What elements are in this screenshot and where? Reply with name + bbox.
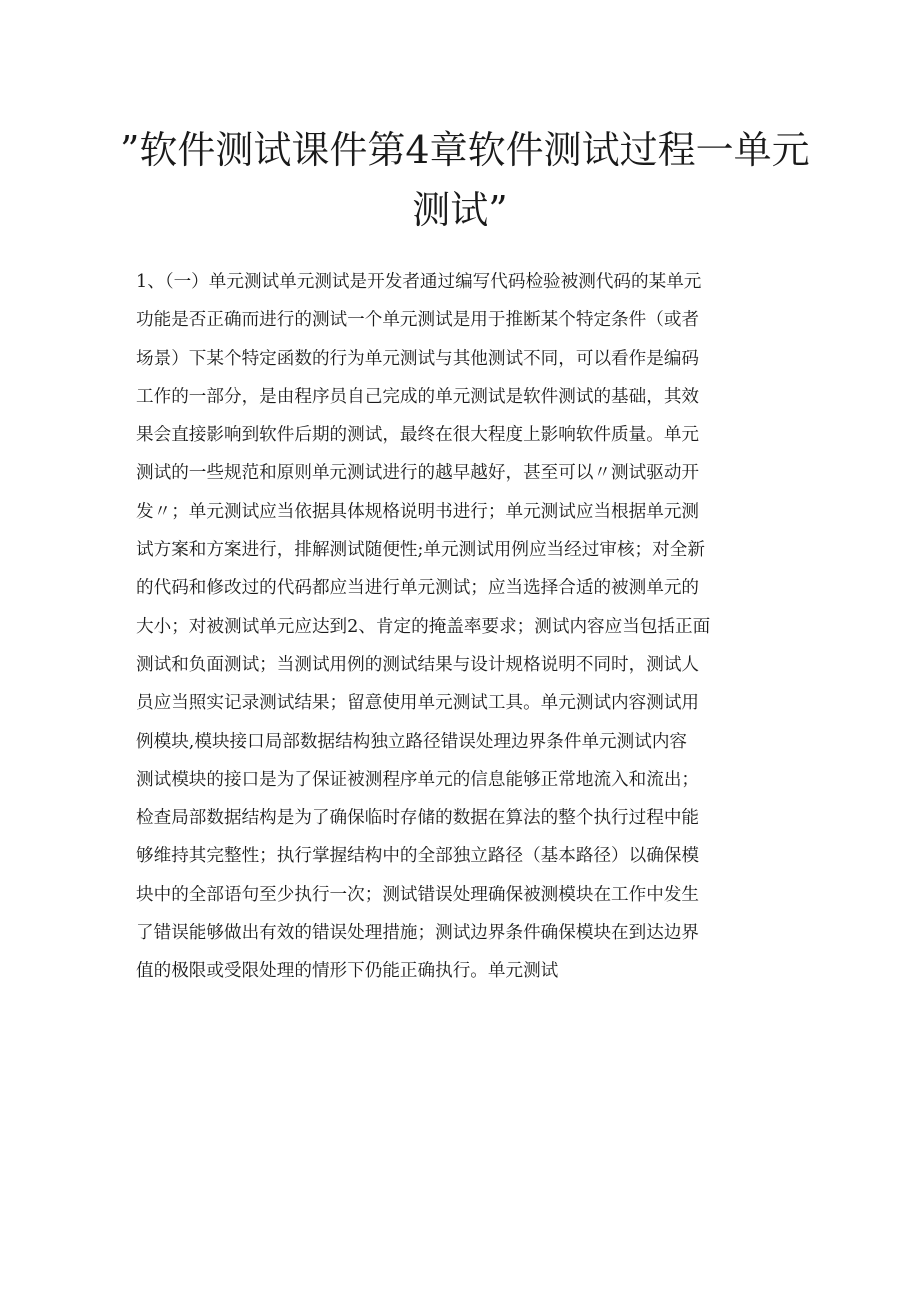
body-line: 值的极限或受限处理的情形下仍能正确执行。单元测试 [136,961,559,982]
body-line: 员应当照实记录测试结果；留意使用单元测试工具。单元测试内容测试用 [136,693,700,714]
body-line: 试方案和方案进行，排解测试随便性;单元测试用例应当经过审核；对全新 [136,540,705,561]
title-line-1: ”软件测试课件第4章软件测试过程一单元 [120,128,810,172]
body-line: 例模块,模块接口局部数据结构独立路径错误处理边界条件单元测试内容 [136,731,688,752]
body-line: 果会直接影响到软件后期的测试，最终在很大程度上影响软件质量。单元 [136,425,700,446]
body-line: 测试的一些规范和原则单元测试进行的越早越好，甚至可以〃测试驱动开 [136,463,700,484]
body-line: 大小；对被测试单元应达到2、肯定的掩盖率要求；测试内容应当包括正面 [136,616,711,637]
body-paragraph [136,263,796,991]
body-line: 了错误能够做出有效的错误处理措施；测试边界条件确保模块在到达边界 [136,923,700,944]
body-line: 检查局部数据结构是为了确保临时存储的数据在算法的整个执行过程中能 [136,808,700,829]
document-title [120,120,810,240]
body-line: 场景）下某个特定函数的行为单元测试与其他测试不同，可以看作是编码 [136,348,700,369]
title-line-2: 测试” [412,188,508,232]
body-line: 发〃；单元测试应当依据具体规格说明书进行；单元测试应当根据单元测 [136,501,700,522]
body-line: 够维持其完整性；执行掌握结构中的全部独立路径（基本路径）以确保模 [136,846,700,867]
body-line: 1、（一）单元测试单元测试是开发者通过编写代码检验被测代码的某单元 [136,272,702,292]
body-line: 工作的一部分，是由程序员自己完成的单元测试是软件测试的基础，其效 [136,386,700,407]
body-line: 测试和负面测试；当测试用例的测试结果与设计规格说明不同时，测试人 [136,654,700,675]
body-line: 的代码和修改过的代码都应当进行单元测试；应当选择合适的被测单元的 [136,578,700,599]
body-line: 功能是否正确而进行的测试一个单元测试是用于推断某个特定条件（或者 [136,310,700,331]
body-line: 测试模块的接口是为了保证被测程序单元的信息能够正常地流入和流出； [136,769,700,790]
body-line: 块中的全部语句至少执行一次；测试错误处理确保被测模块在工作中发生 [136,884,700,905]
